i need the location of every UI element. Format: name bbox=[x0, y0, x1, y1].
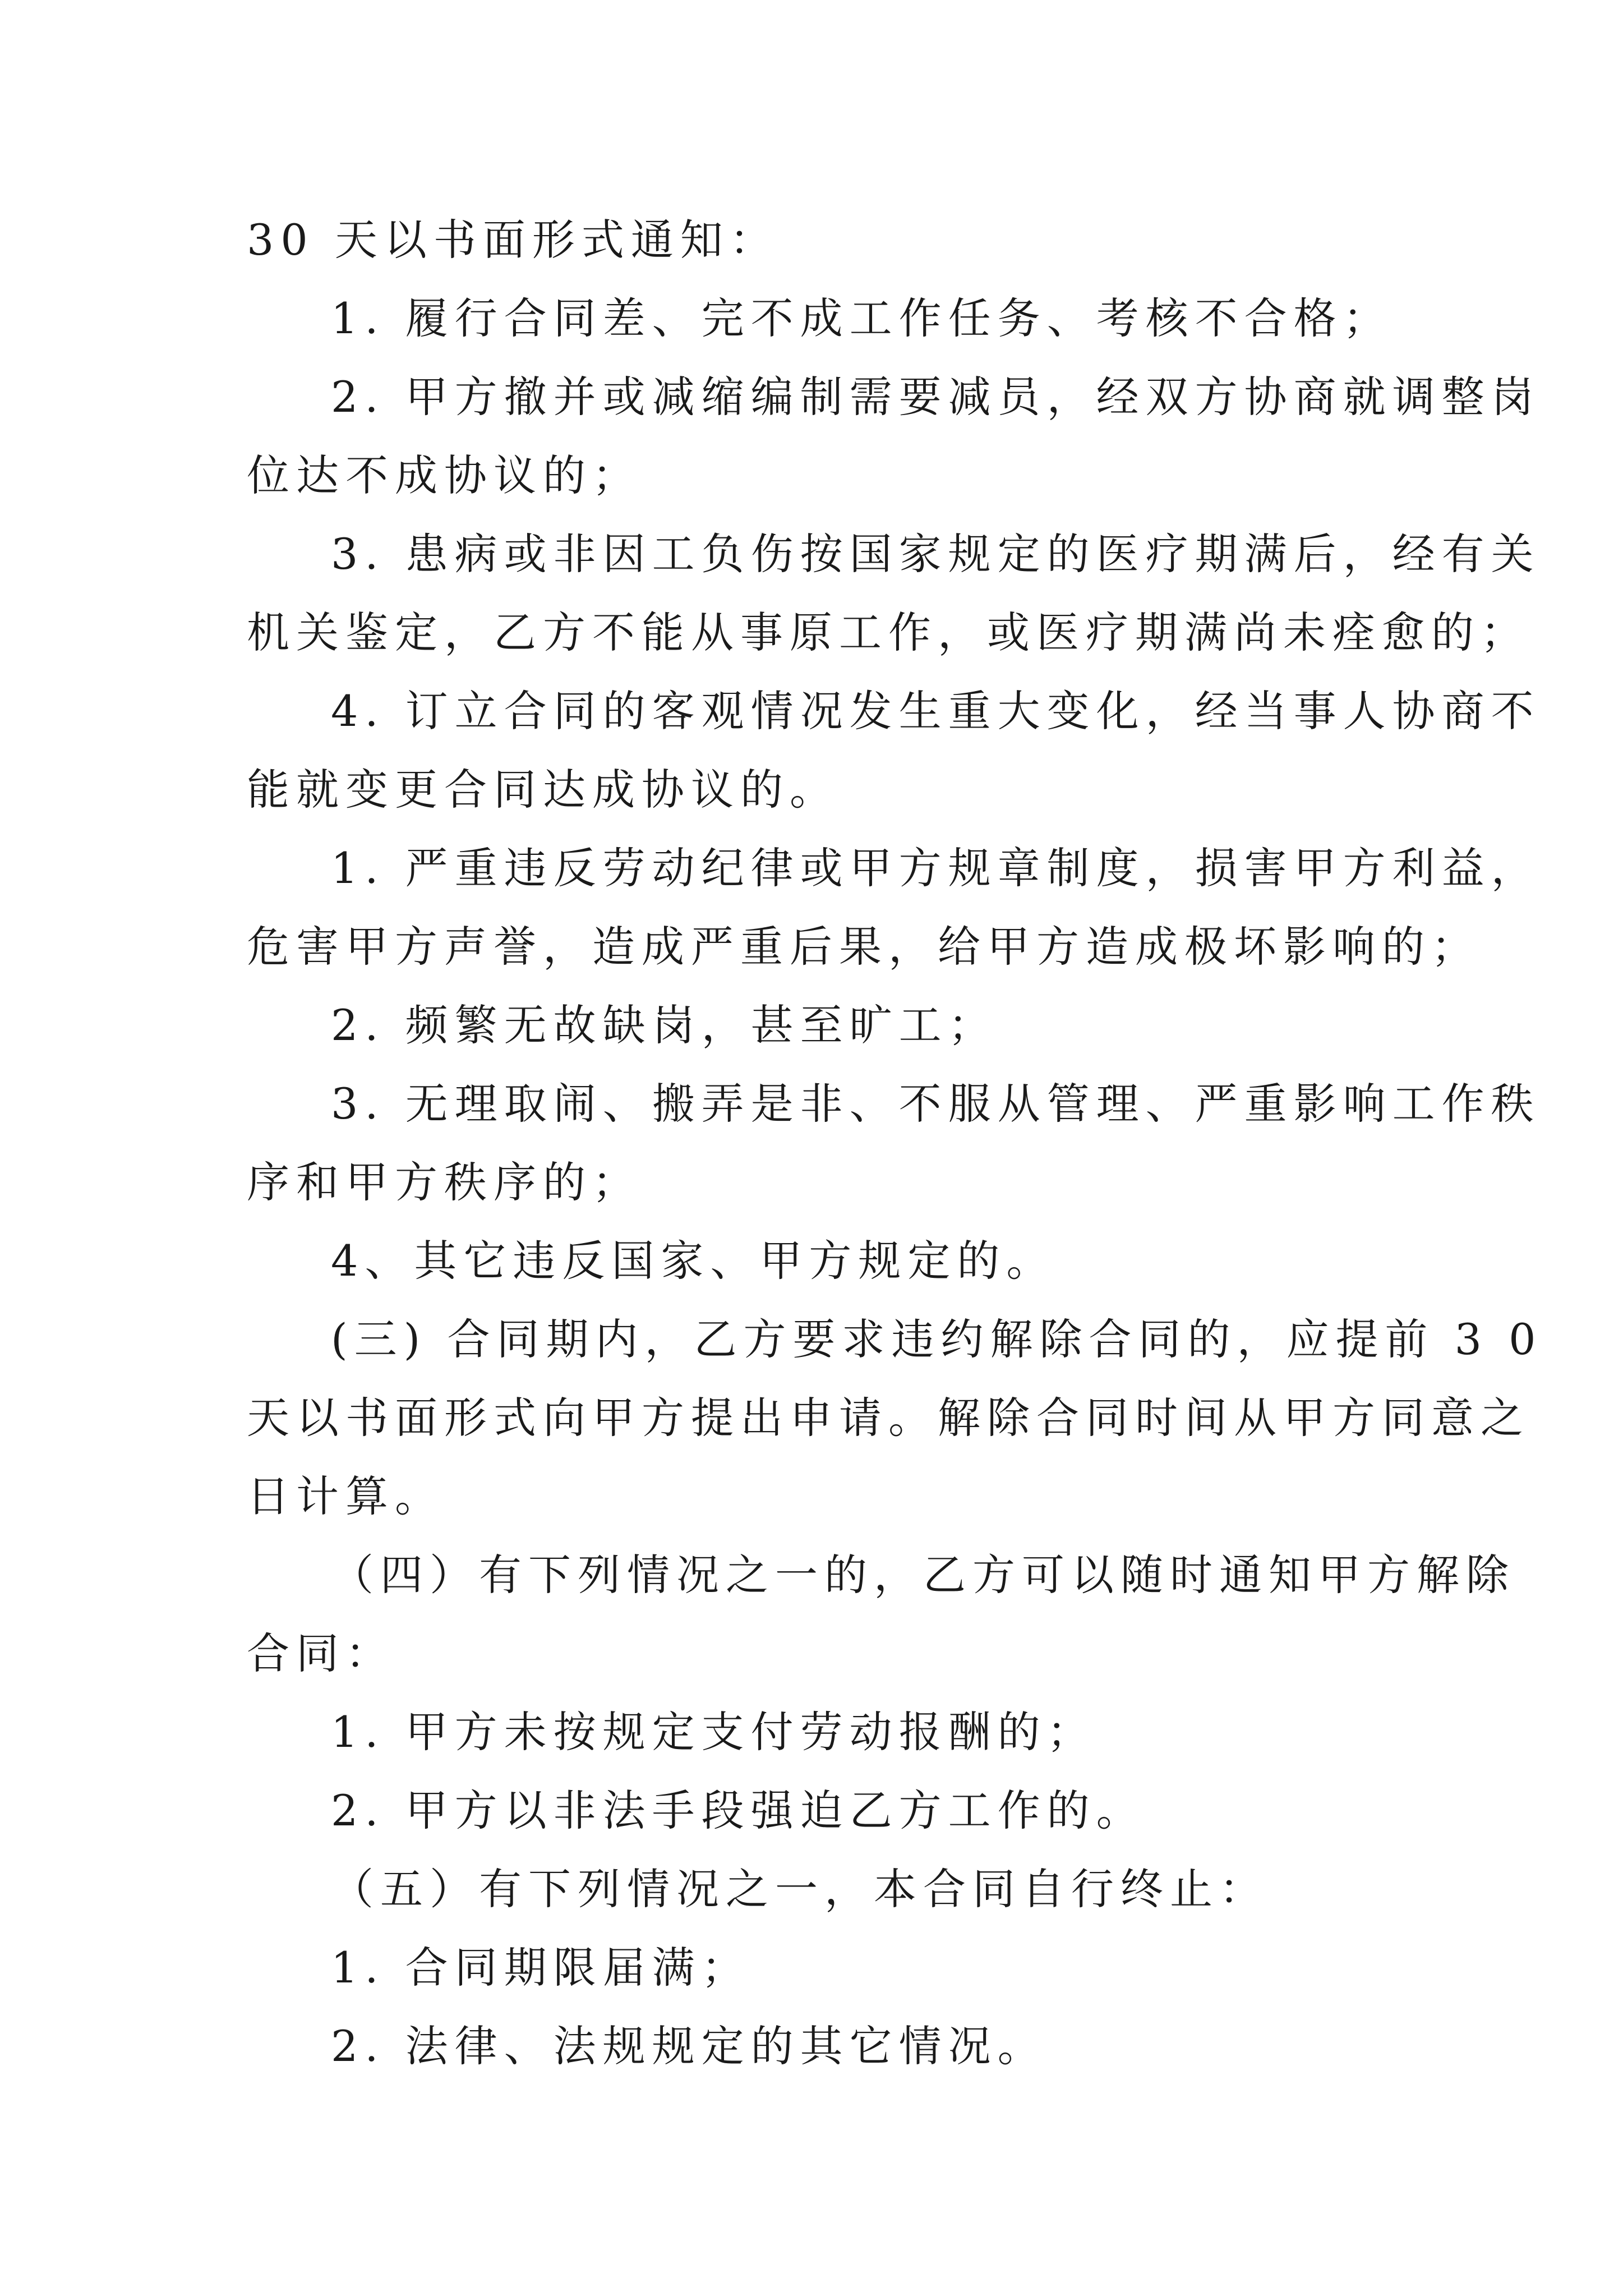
text-line: 日计算。 bbox=[247, 1471, 444, 1521]
text-line: 4. 订立合同的客观情况发生重大变化，经当事人协商不 bbox=[331, 686, 1541, 736]
text-line: 2. 甲方撤并或减缩编制需要减员，经双方协商就调整岗 bbox=[331, 372, 1541, 422]
text-line: 危害甲方声誉，造成严重后果，给甲方造成极坏影响的； bbox=[247, 922, 1481, 972]
text-line: 1. 合同期限届满； bbox=[331, 1943, 751, 1993]
text-line: （四）有下列情况之一的，乙方可以随时通知甲方解除 bbox=[331, 1550, 1515, 1600]
text-line: 3. 患病或非因工负伤按国家规定的医疗期满后，经有关 bbox=[331, 529, 1541, 579]
text-line: 30 天以书面形式通知： bbox=[247, 215, 779, 265]
text-line: 机关鉴定，乙方不能从事原工作，或医疗期满尚未痊愈的； bbox=[247, 608, 1530, 657]
text-line: 1. 严重违反劳动纪律或甲方规章制度，损害甲方利益， bbox=[331, 843, 1541, 893]
text-line: 2. 法律、法规规定的其它情况。 bbox=[331, 2021, 1047, 2071]
text-line: 2. 频繁无故缺岗，甚至旷工； bbox=[331, 1000, 998, 1050]
text-line: 位达不成协议的； bbox=[247, 450, 642, 500]
text-line: (三) 合同期内，乙方要求违约解除合同的，应提前 3 0 bbox=[331, 1314, 1543, 1364]
text-line: 4、其它违反国家、甲方规定的。 bbox=[331, 1236, 1056, 1286]
text-line: 1. 甲方未按规定支付劳动报酬的； bbox=[331, 1707, 1096, 1757]
text-line: 能就变更合同达成协议的。 bbox=[247, 765, 839, 815]
text-line: （五）有下列情况之一，本合同自行终止： bbox=[331, 1864, 1269, 1914]
text-line: 1. 履行合同差、完不成工作任务、考核不合格； bbox=[331, 293, 1393, 343]
text-line: 2. 甲方以非法手段强迫乙方工作的。 bbox=[331, 1786, 1146, 1835]
text-line: 序和甲方秩序的； bbox=[247, 1157, 642, 1207]
text-line: 天以书面形式向甲方提出申请。解除合同时间从甲方同意之 bbox=[247, 1393, 1530, 1443]
text-line: 合同： bbox=[247, 1628, 395, 1678]
text-line: 3. 无理取闹、搬弄是非、不服从管理、严重影响工作秩 bbox=[331, 1079, 1541, 1129]
